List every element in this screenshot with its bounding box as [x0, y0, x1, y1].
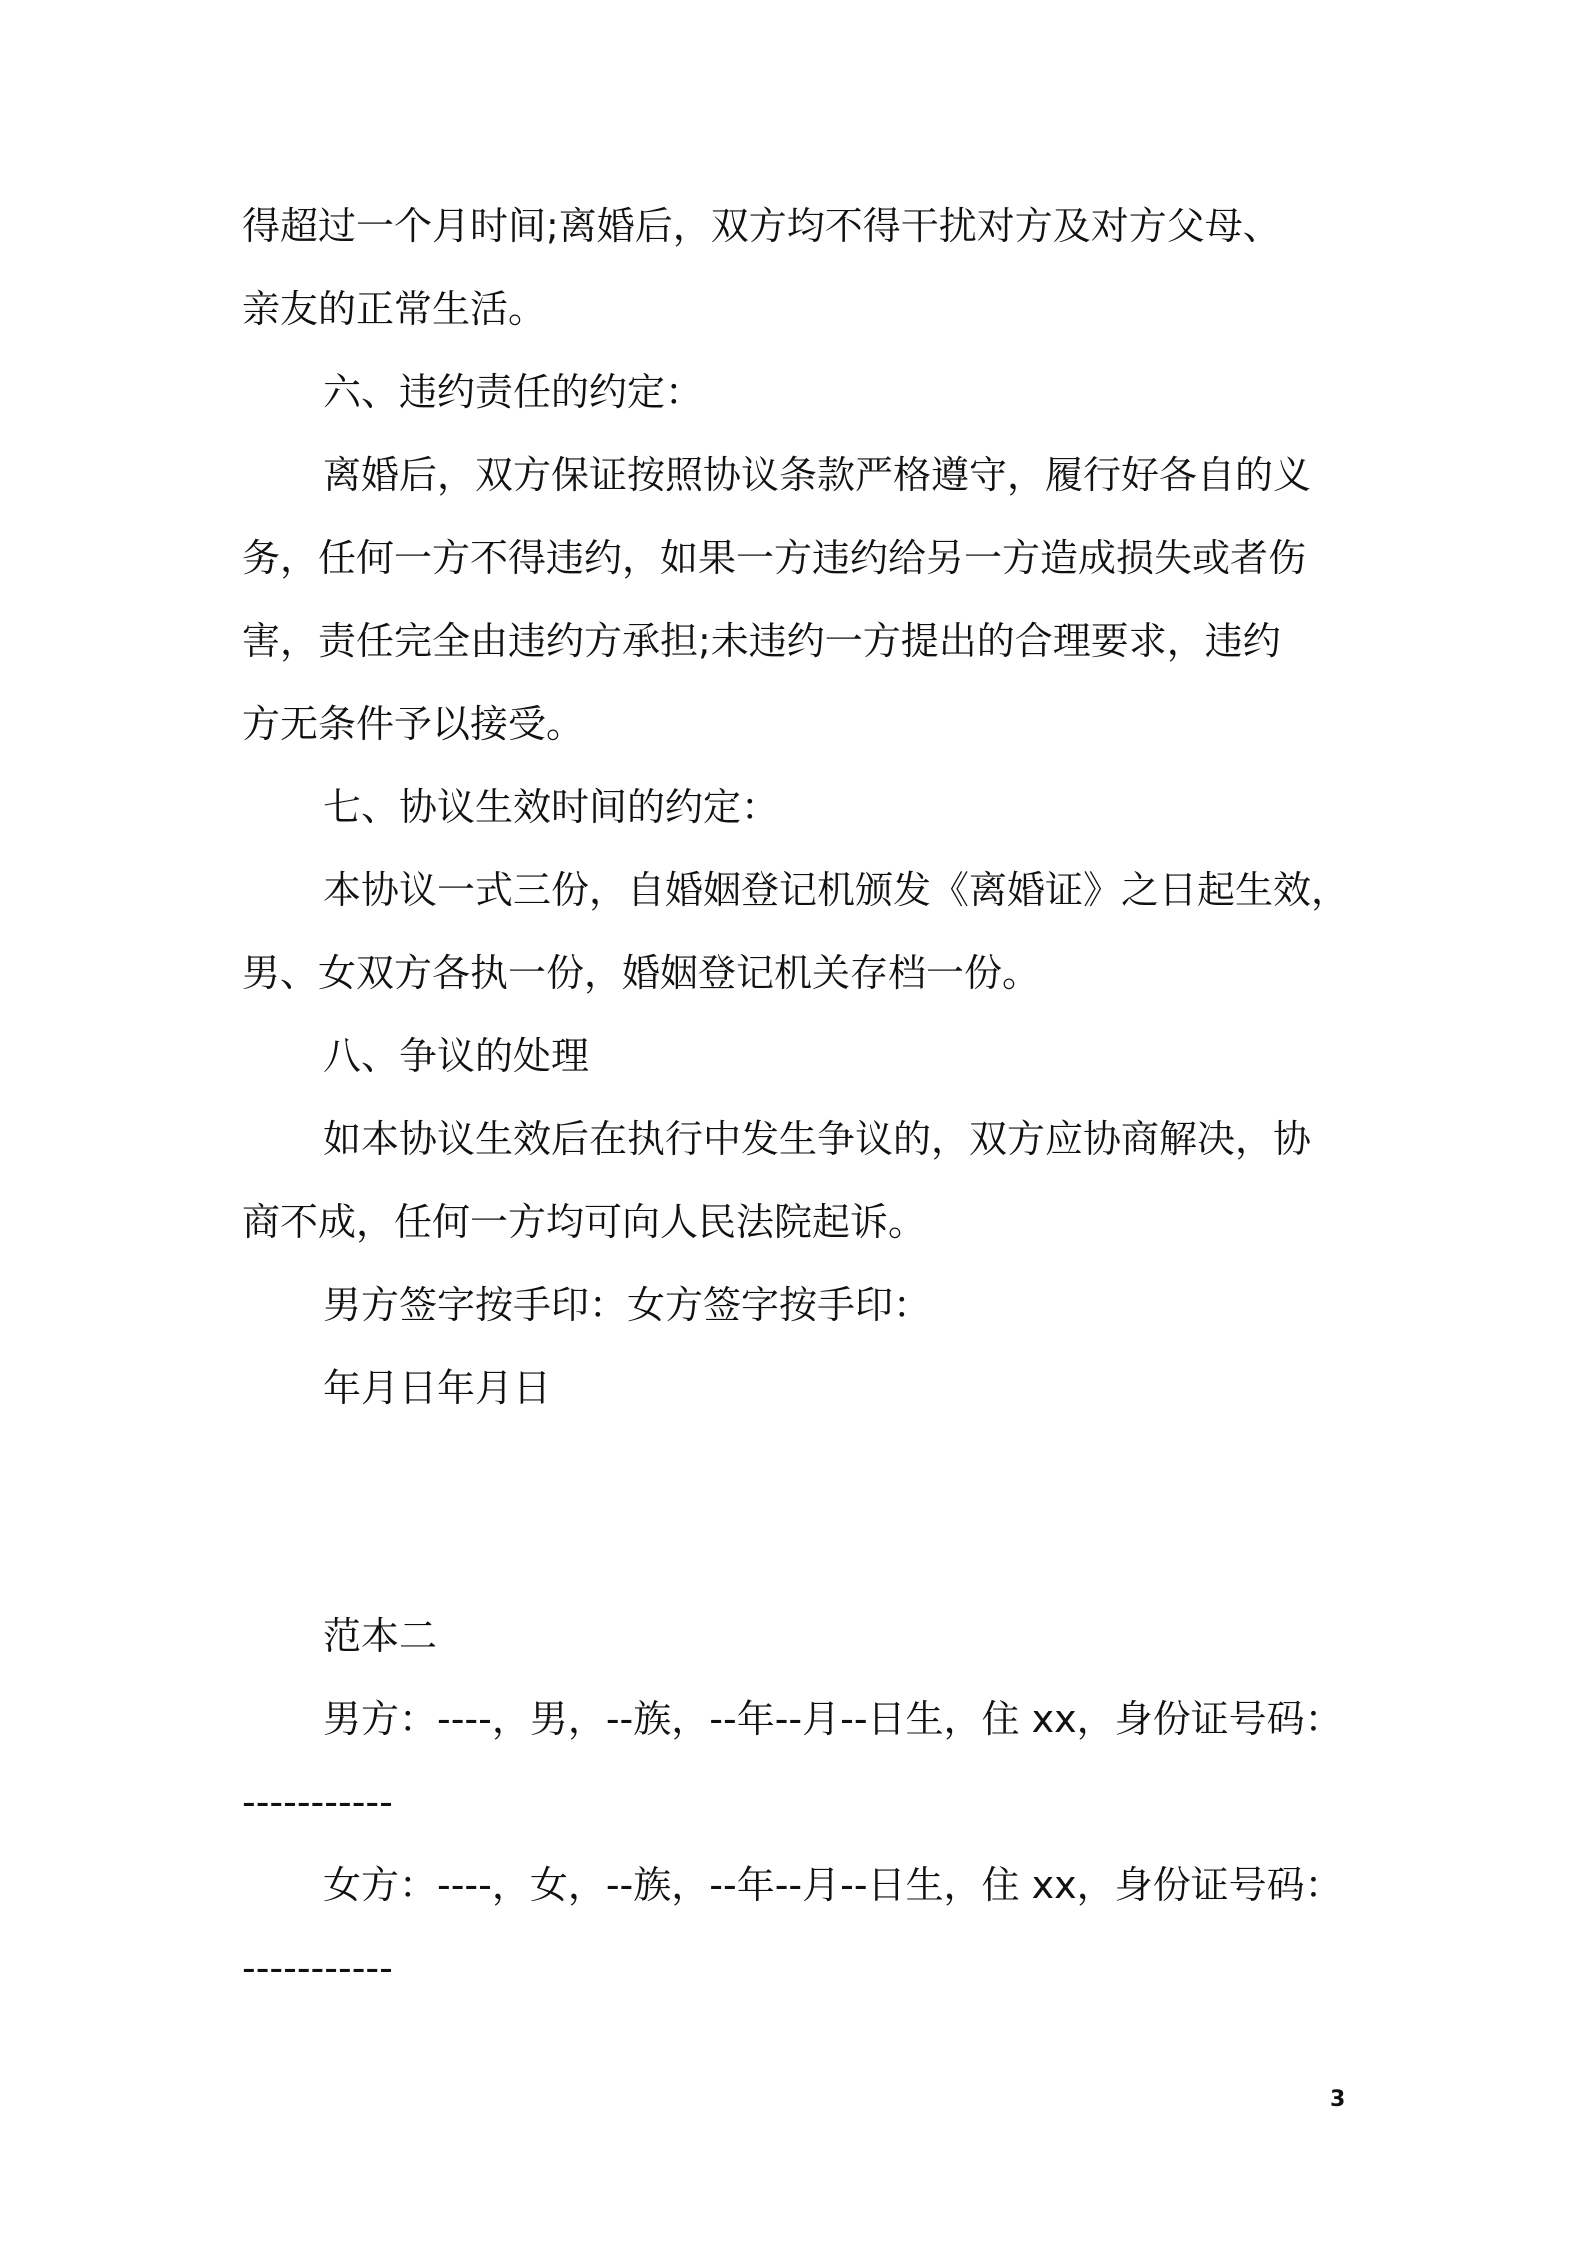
paragraph-line: 离婚后，双方保证按照协议条款严格遵守，履行好各自的义	[323, 453, 1312, 497]
paragraph-line: 得超过一个月时间;离婚后，双方均不得干扰对方及对方父母、	[242, 204, 1281, 248]
paragraph-line: 如本协议生效后在执行中发生争议的，双方应协商解决，协	[323, 1117, 1312, 1161]
paragraph-line: 男、女双方各执一份，婚姻登记机关存档一份。	[242, 951, 1041, 995]
party-info-line: 女方：----，女，--族，--年--月--日生，住 xx，身份证号码：	[323, 1863, 1343, 1907]
paragraph-line: 本协议一式三份，自婚姻登记机颁发《离婚证》之日起生效，	[323, 868, 1350, 912]
party-id-line: -----------	[242, 1946, 393, 1990]
paragraph-line: 害，责任完全由违约方承担;未违约一方提出的合理要求，违约	[242, 619, 1281, 663]
paragraph-line: 商不成，任何一方均可向人民法院起诉。	[242, 1200, 927, 1244]
page-number: 3	[1330, 2087, 1346, 2112]
party-info-line: 男方：----，男，--族，--年--月--日生，住 xx，身份证号码：	[323, 1697, 1343, 1741]
paragraph-line: 方无条件予以接受。	[242, 702, 585, 746]
paragraph-line: 亲友的正常生活。	[242, 287, 547, 331]
section-heading: 七、协议生效时间的约定：	[323, 785, 780, 829]
signature-line: 男方签字按手印：女方签字按手印：	[323, 1283, 932, 1327]
party-id-line: -----------	[242, 1780, 393, 1824]
section-heading: 八、争议的处理	[323, 1034, 590, 1078]
date-line: 年月日年月日	[323, 1366, 552, 1410]
paragraph-line: 务，任何一方不得违约，如果一方违约给另一方造成损失或者伤	[242, 536, 1307, 580]
sample-title: 范本二	[323, 1614, 438, 1658]
section-heading: 六、违约责任的约定：	[323, 370, 704, 414]
